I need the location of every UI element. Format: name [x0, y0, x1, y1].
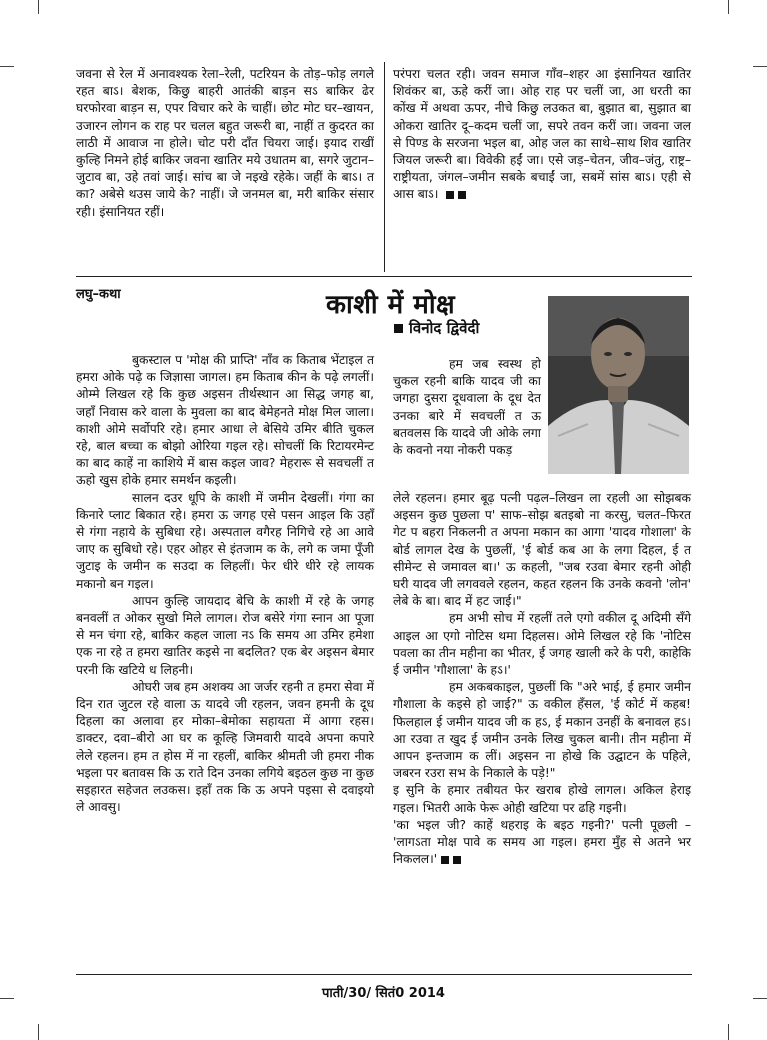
story-paragraph: 'का भइल जी? काहें थहराइ के बइठ गइनी?' पत्नी पूछली – 'लागऽता मोक्ष पावे क समय आ गइल। हमरा मुँह से अतने भर निकलल।'	[393, 817, 691, 867]
author-portrait-icon	[548, 296, 689, 474]
story-paragraph: सालन दउर धूपि के काशी में जमीन देखलीं। गंगा का किनारे प्लाट बिकात रहे। हमरा ऊ जगह एसे पसन आइल कि उहाँ से गंगा नहाये के सुबिधा रहे। अस्पताल वगैरह निगिचे रहे आ आवे जाए क सुबिधो रहे। एहर ओहर से इंतजाम क के, लगे क जमा पूँजी जुटाइ के जमीन क सउदा क लिहलीं। फेर धीरे धीरे रहे लायक मकानो बन गइल।	[76, 490, 374, 591]
end-mark-icon	[441, 856, 449, 864]
crop-mark-bottom-right	[728, 1024, 729, 1040]
author-name: विनोद द्विवेदी	[409, 319, 480, 337]
top-right-column	[393, 66, 691, 204]
story-paragraph: लेले रहलन। हमार बूढ़ पत्नी पढ़ल–लिखन ला रहली आ सोझबक अइसन कुछ पुछला प' साफ–सोझ बतइबो ना करसु, चलत–फिरत गेट प बहरा निकलनी त अपना मकान का आगा 'यादव गोशाला' के बोर्ड लागल देख के पुछलीं, 'ई बोर्ड कब आ के लगा दिहल, ई त सीमेन्ट से जमावल बा।' ऊ कहली, "जब रउवा बेमार रहनी ओही घरी यादव जी लगववले रहलन, कहत रहलन कि उनके कवनो 'लोन' लेबे के बा। बाद में हट जाई।"	[393, 491, 691, 609]
section-label: लघु–कथा	[76, 287, 121, 302]
crop-mark-top-left	[38, 0, 39, 14]
crop-mark-left-top	[0, 66, 14, 67]
page-footer: पाती/30/ सितं0 2014	[322, 986, 445, 1001]
crop-mark-bottom-left	[38, 1024, 39, 1040]
story-title: काशी में मोक्ष	[326, 290, 456, 320]
end-mark-icon	[446, 191, 454, 199]
story-paragraph: ओघरी जब हम अशक्य आ जर्जर रहनी त हमरा सेवा में दिन रात जुटल रहे वाला ऊ यादवे जी रहलन, जवन हमनी के दूध दिहला का अलावा हर मोका–बेमोका सहायता में आगा रहस। डाक्टर, दवा–बीरो आ घर क कूल्हि जिमवारी यादवे अपना कपारे लेले रहलन। हम त होस में ना रहलीं, बाकिर श्रीमती जी हमरा नीक भइला पर बतावस कि ऊ राते दिन उनका लगिये बइठल कुछ ना कुछ सइहारत सहेजत लउकस। इहाँ तक कि ऊ अपने पइसा से दवाइयो ले आवसु।	[76, 679, 374, 815]
story-right-narrow-column	[393, 356, 541, 459]
story-paragraph: हम अकबकाइल, पुछलीं कि "अरे भाई, ई हमार जमीन गौशाला के कइसे हो जाई?" ऊ वकील हँसल, 'ई कोर्ट में कहब! फिलहाल ई जमीन यादव जी क हऽ, ई मकान उनहीं के बनावल हऽ। आ रउवा त खुद ई जमीन उनके लिख चुकल बानी। तीन महीना में आपन इन्तजाम क लीं। अइसन ना होखे कि उद्घाटन के पहिले, जबरन रउरा सभ के निकाले के पड़े!"	[393, 680, 691, 781]
section-divider	[76, 276, 692, 277]
end-mark-icon	[458, 191, 466, 199]
story-paragraph: बुकस्टाल प 'मोक्ष की प्राप्ति' नाँव क किताब भेंटाइल त हमरा ओके पढ़े क जिज्ञासा जागल। हम किताब कीन के पढ़े लगलीं। ओम्मे लिखल रहे कि कुछ अइसन तीर्थस्थान आ सिद्ध जगह बा, जहाँ निवास करे वाला के मुवला का बाद बेमेहनते मोक्ष मिल जाला। काशी ओमे सर्वोपरि रहे। हमार आधा ले बेसिये उमिर बीति चुकल रहे, बाल बच्चा क बोझो ओरिया गइल रहे। सोचलीं कि रिटायरमेन्ट का बाद काहें ना काशिये में बास कइल जाव? मेहरारू से सवचलीं त ऊहो खुस होके हमार समर्थन कइली।	[76, 353, 374, 488]
author-photo	[548, 296, 689, 474]
story-paragraph: इ सुनि के हमार तबीयत फेर खराब होखे लागल। अकिल हेराइ गइल। भितरी आके फेरू ओही खटिया पर ढहि गइनी।	[393, 783, 691, 815]
crop-mark-right-top	[753, 66, 767, 67]
author-byline	[394, 318, 479, 338]
crop-mark-top-right	[728, 0, 729, 14]
end-mark-icon	[453, 856, 461, 864]
top-right-paragraph: परंपरा चलत रही। जवन समाज गाँव–शहर आ इंसानियत खातिर शिवंकर बा, ऊहे करीं जा। ओह राह पर चलीं जा, आ धरती का कोंख में अथवा ऊपर, नीचे किछु लउकत बा, बुझात बा, सुझात बा ओकरा खातिर दू–कदम चलीं जा, सपरे तवन करीं जा। जवना जल से पिण्ड के सरजना भइल बा, ओह जल का साथे–साथ शिव खातिर जियल जरूरी बा। विवेकी हईं जा। एसे जड़–चेतन, जीव–जंतु, राष्ट्र–राष्ट्रीयता, जंगल–जमीन सबके बचाईं जा, सबमें सांस बाऽ। एही से आस बाऽ।	[393, 67, 691, 202]
top-left-column	[76, 66, 374, 221]
square-bullet-icon	[394, 324, 403, 333]
story-right-column	[393, 490, 691, 868]
footer-divider	[76, 974, 692, 975]
story-paragraph: आपन कुल्हि जायदाद बेचि के काशी में रहे के जगह बनवलीं त ओकर सुखो मिले लागल। रोज बसेरे गंगा स्नान आ पूजा से मन चंगा रहे, बाकिर कहल जाला नऽ कि समय आ उमिर हमेशा एक ना रहे त हमरा खातिर कइसे ना बदलित? एक बेर अइसन बेमार परनी कि खटिये ध लिहनी।	[76, 593, 374, 677]
story-paragraph: हम अभी सोच में रहलीं तले एगो वकील दू अदिमी सँगे आइल आ एगो नोटिस थमा दिहलस। ओमे लिखल रहे कि 'नोटिस पवला का तीन महीना का भीतर, ई जगह खाली करे के परी, काहेकि ई जमीन 'गौशाला' के हऽ।'	[393, 611, 691, 678]
column-divider	[384, 62, 385, 272]
story-paragraph: हम जब स्वस्थ हो चुकल रहनी बाकि यादव जी का जगहा दुसरा दूधवाला के दूध देत उनका बारे में सवचलीं त ऊ बतवलस कि यादवे जी ओके लगा के कवनो नया नोकरी पकड़	[393, 357, 541, 458]
top-left-paragraph: जवना से रेल में अनावश्यक रेला–रेली, पटरियन के तोड़–फोड़ लगले रहत बाऽ। बेशक, किछु बाहरी आतंकी बाड़न सऽ बाकिर ढेर घरफोरवा बाड़न स, एपर विचार करे के चाहीं। छोट मोट घर–खायन, उजारन लोगन क राह पर चलल बहुत जरूरी बा, नाहीं त कुदरत का लाठी में आवाज ना होले। चोट परी दाँत चियरा जाई। इयाद राखीं कुल्हि निमने होई बाकिर जवना खातिर मये उधातम बा, सगरे जुटान–जुटाव बा, उहे तवां जाई। सांच बा जे नइखे रहेके। जहीं के बाऽ। त का? अबेसे थउस जाये के? नाहीं। जे जनमल बा, मरी बाकिर संसार रही। इंसानियत रहीं।	[76, 67, 374, 219]
story-left-column	[76, 352, 374, 816]
